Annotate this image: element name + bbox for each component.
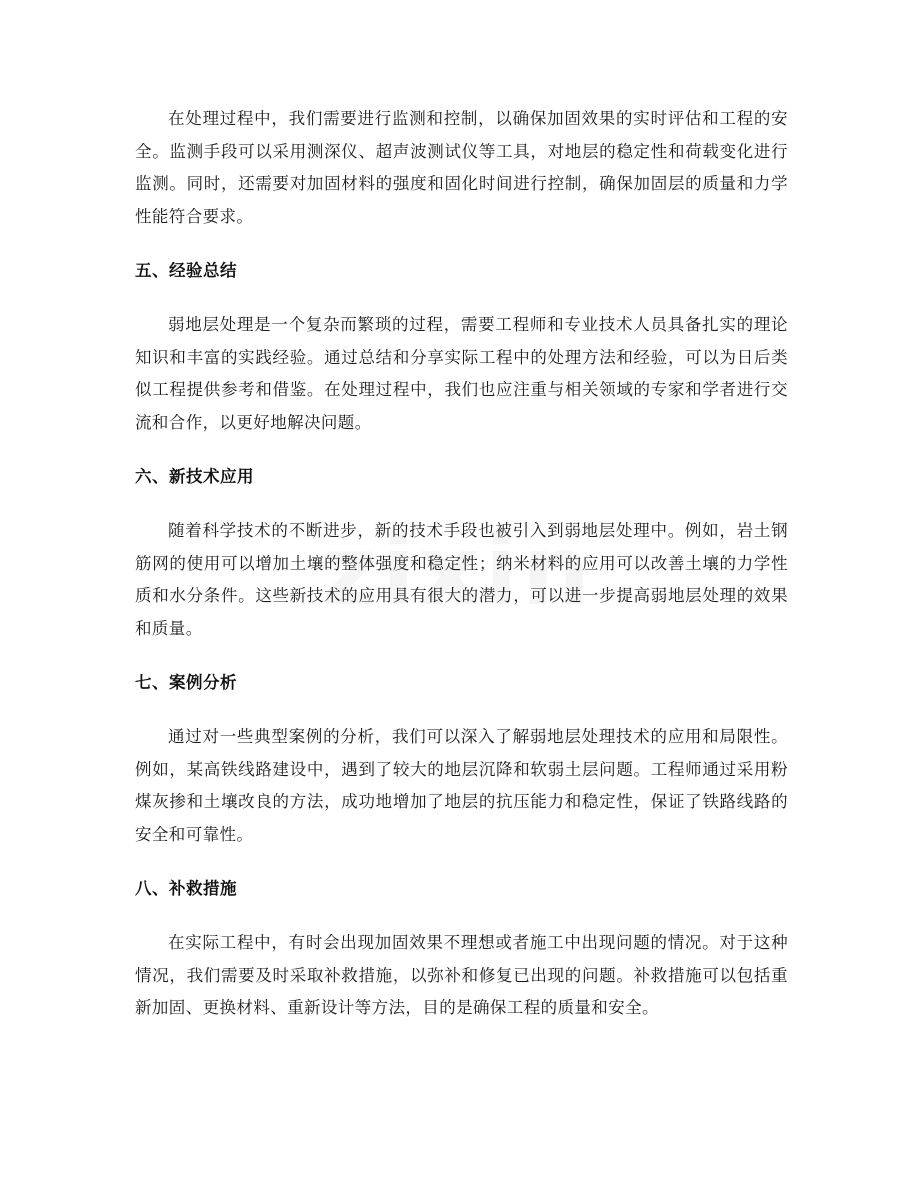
section-paragraph-new-technology: 随着科学技术的不断进步，新的技术手段也被引入到弱地层处理中。例如，岩土钢筋网的使用可以增加土壤的整体强度和稳定性；纳米材料的应用可以改善土壤的力学性质和水分条件。这些新技术的应用具有很大的潜力，可以进一步提高弱地层处理的效果和质量。 [135, 521, 788, 638]
section-paragraph-case-analysis: 通过对一些典型案例的分析，我们可以深入了解弱地层处理技术的应用和局限性。例如，某高铁线路建设中，遇到了较大的地层沉降和软弱土层问题。工程师通过采用粉煤灰掺和土壤改良的方法，成功地增加了地层的抗压能力和稳定性，保证了铁路线路的安全和可靠性。 [135, 727, 788, 844]
section-heading-remedial-measures: 八、补救措施 [135, 879, 237, 898]
section-heading-new-technology: 六、新技术应用 [135, 467, 254, 486]
intro-paragraph: 在处理过程中，我们需要进行监测和控制，以确保加固效果的实时评估和工程的安全。监测手段可以采用测深仪、超声波测试仪等工具，对地层的稳定性和荷载变化进行监测。同时，还需要对加固材料的强度和固化时间进行控制，确保加固层的质量和力学性能符合要求。 [135, 109, 788, 226]
section-heading-case-analysis: 七、案例分析 [135, 673, 237, 692]
section-heading-experience-summary: 五、经验总结 [135, 261, 237, 280]
section-paragraph-remedial-measures: 在实际工程中，有时会出现加固效果不理想或者施工中出现问题的情况。对于这种情况，我们需要及时采取补救措施，以弥补和修复已出现的问题。补救措施可以包括重新加固、更换材料、重新设计等方法，目的是确保工程的质量和安全。 [135, 933, 788, 1017]
section-paragraph-experience-summary: 弱地层处理是一个复杂而繁琐的过程，需要工程师和专业技术人员具备扎实的理论知识和丰富的实践经验。通过总结和分享实际工程中的处理方法和经验，可以为日后类似工程提供参考和借鉴。在处理过程中，我们也应注重与相关领域的专家和学者进行交流和合作，以更好地解决问题。 [135, 315, 788, 432]
document-body [135, 103, 788, 1047]
